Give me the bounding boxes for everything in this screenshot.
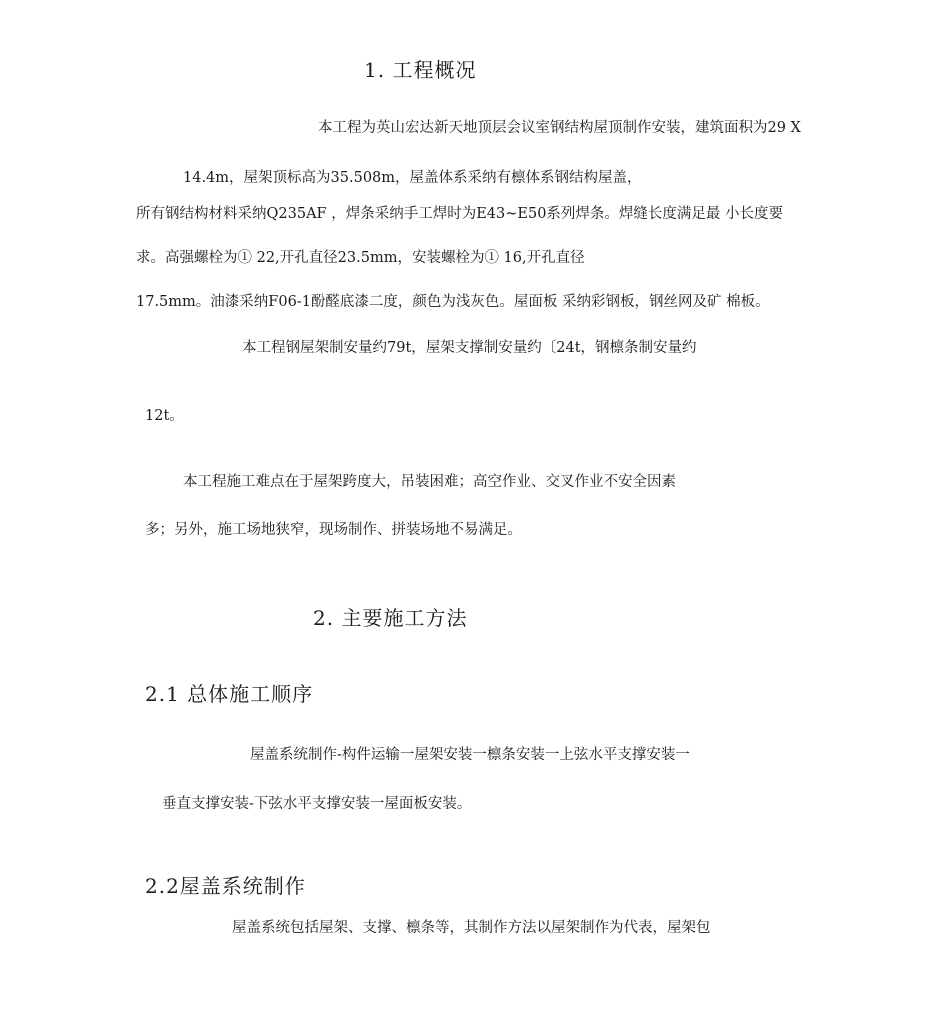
paragraph-2-line-1: 本工程钢屋架制安量约79t，屋架支撑制安量约〔24t，钢檩条制安量约 [242, 340, 697, 356]
section-2-heading: 2. 主要施工方法 [313, 606, 468, 630]
paragraph-4-line-2: 垂直支撑安装-下弦水平支撑安装一屋面板安装。 [162, 796, 472, 812]
paragraph-1-line-3: 所有钢结构材料采纳Q235AF ，焊条采纳手工焊时为E43~E50系列焊条。焊缝长度满足最 小长度要 [136, 206, 784, 222]
subsection-2-2-heading: 2.2屋盖系统制作 [145, 874, 306, 898]
paragraph-4-line-1: 屋盖系统制作-构件运输一屋架安装一檩条安装一上弦水平支撑安装一 [250, 747, 690, 763]
section-1-heading: 1. 工程概况 [364, 58, 477, 82]
paragraph-1-line-5: 17.5mm。油漆采纳F06-1酚醛底漆二度，颜色为浅灰色。屋面板 采纳彩钢板，钢丝网及矿 棉板。 [136, 294, 770, 310]
paragraph-1-line-4: 求。高强螺栓为① 22,开孔直径23.5mm，安装螺栓为① 16,开孔直径 [136, 250, 585, 266]
paragraph-5-line-1: 屋盖系统包括屋架、支撑、檩条等，其制作方法以屋架制作为代表，屋架包 [232, 920, 711, 936]
paragraph-1-line-2: 14.4m，屋架顶标高为35.508m，屋盖体系采纳有檩体系钢结构屋盖， [183, 170, 642, 186]
subsection-2-1-heading: 2.1 总体施工顺序 [145, 682, 314, 706]
paragraph-3-line-2: 多；另外，施工场地狭窄，现场制作、拼装场地不易满足。 [145, 522, 522, 538]
paragraph-1-line-1: 本工程为英山宏达新天地顶层会议室钢结构屋顶制作安装，建筑面积为29 X [318, 120, 801, 136]
paragraph-2-line-2: 12t。 [145, 408, 184, 424]
paragraph-3-line-1: 本工程施工难点在于屋架跨度大，吊装困难；高空作业、交叉作业不安全因素 [183, 474, 676, 490]
